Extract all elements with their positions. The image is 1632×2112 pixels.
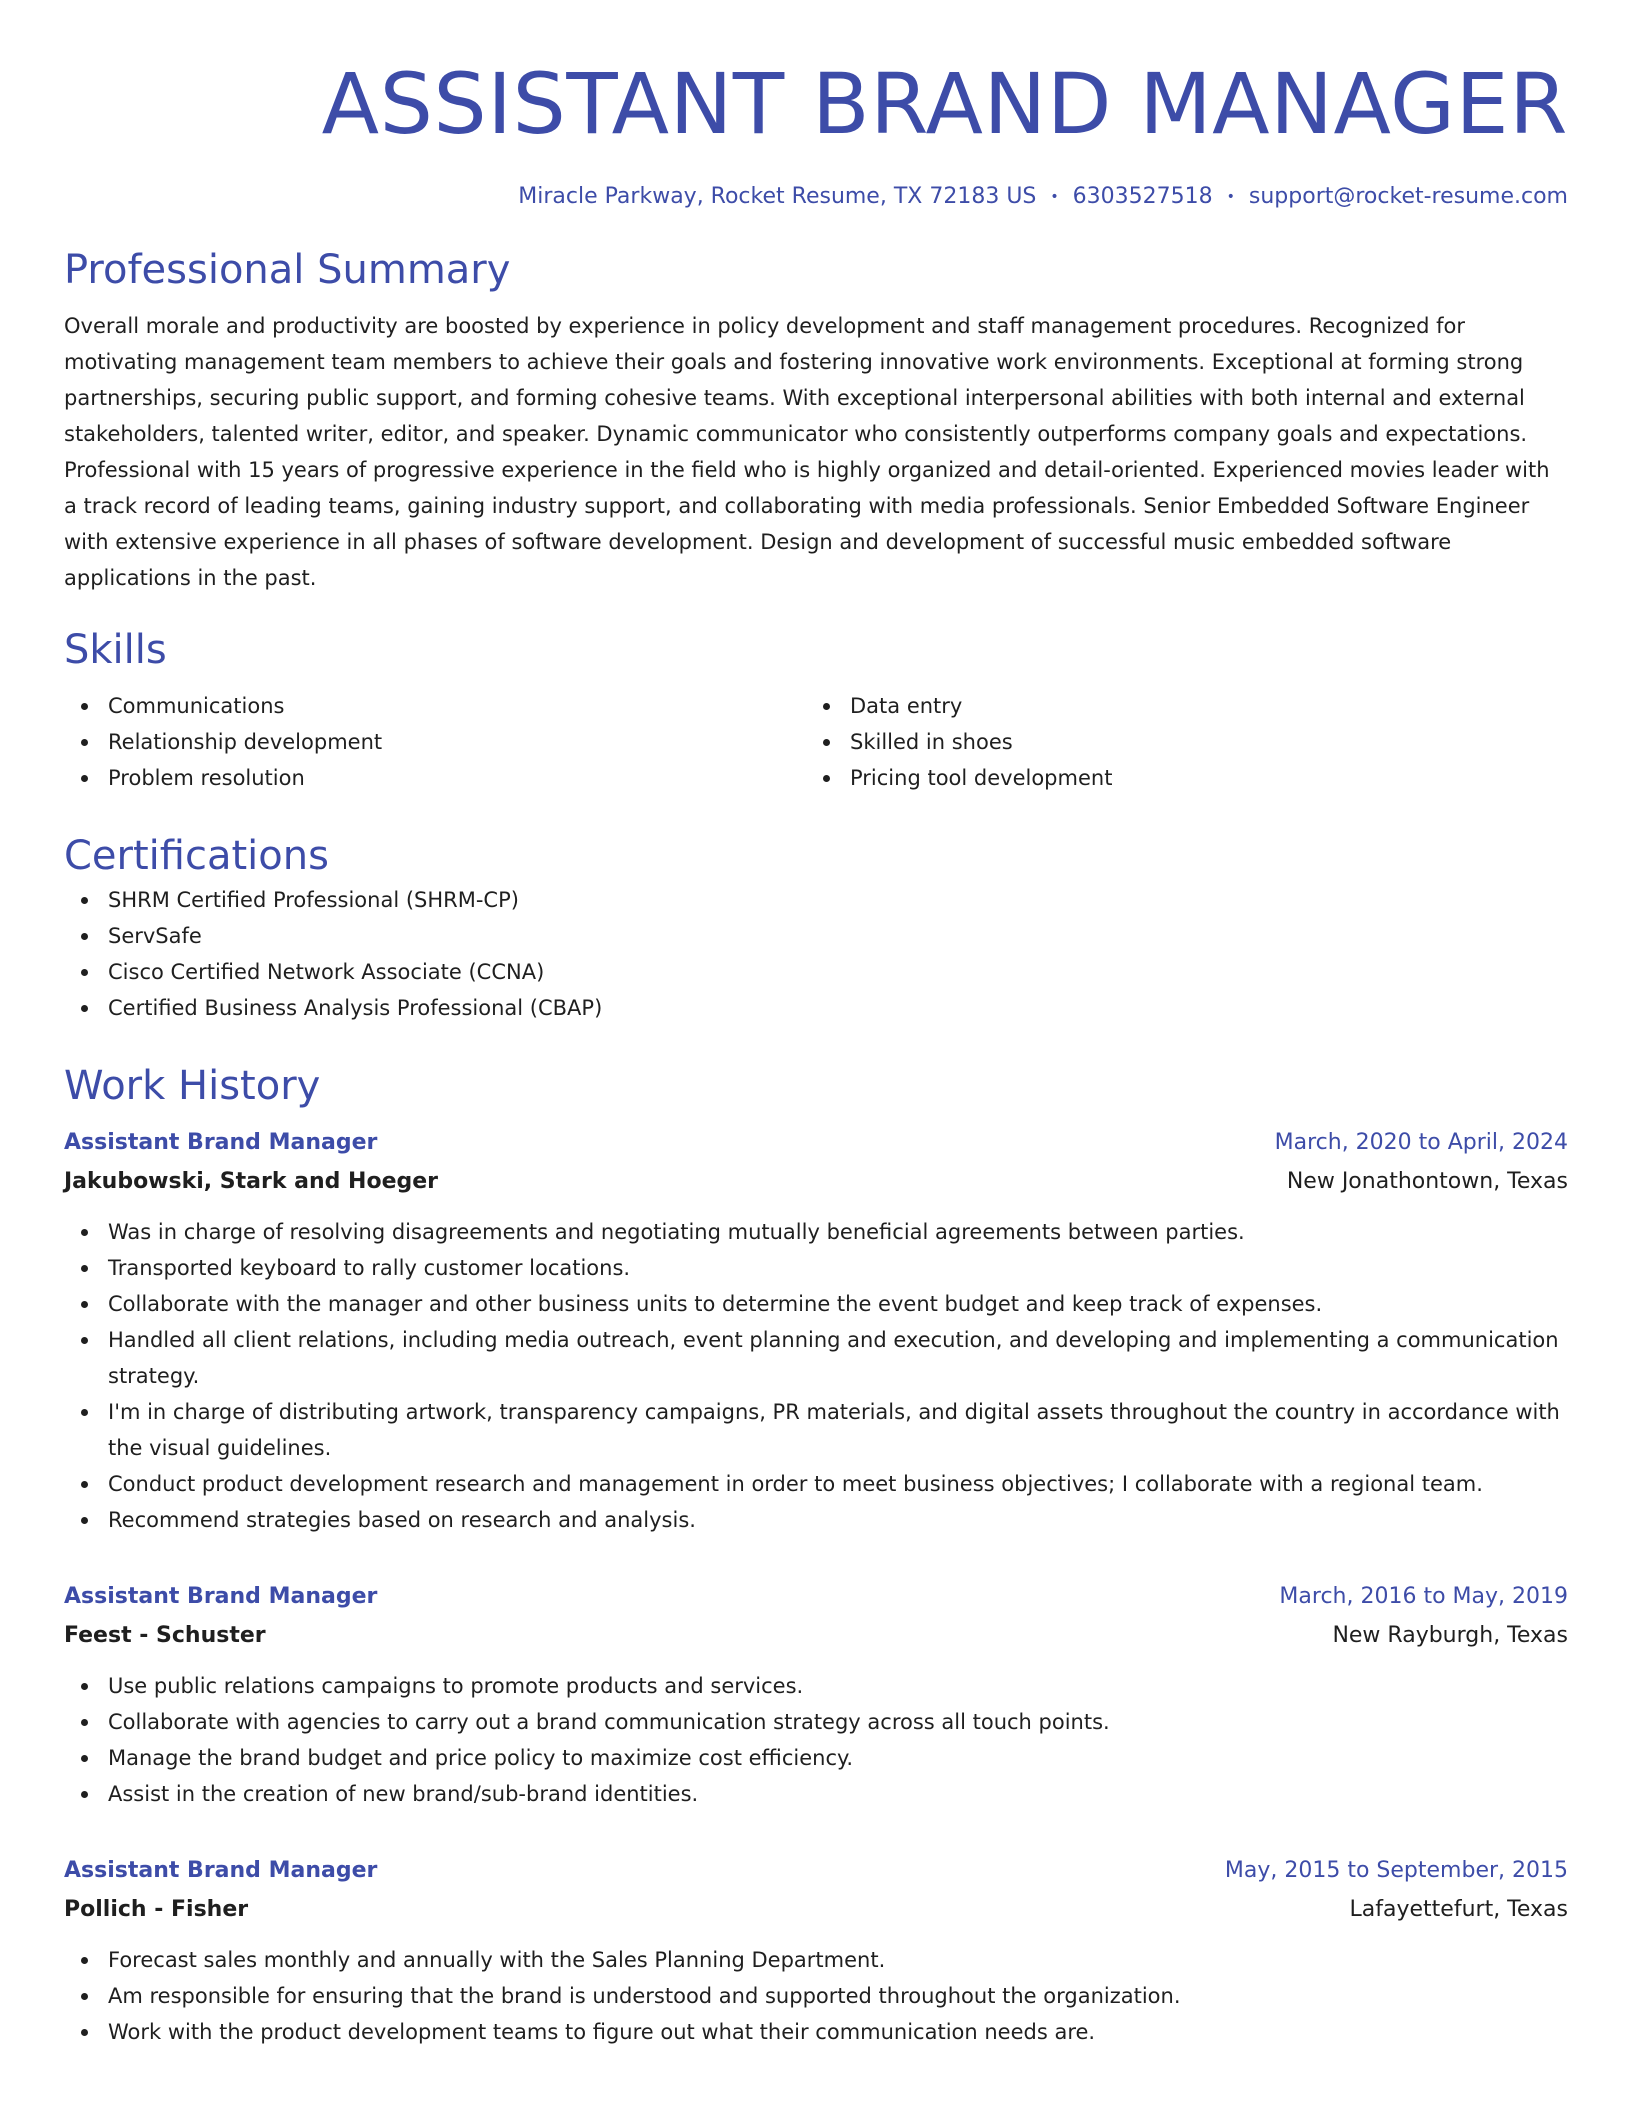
job-dates: March, 2016 to May, 2019 — [1279, 1584, 1568, 1609]
job-company-row — [64, 1890, 1568, 1930]
job-title-row — [64, 1578, 1568, 1616]
job-bullet: Was in charge of resolving disagreements and negotiating mutually beneficial agreements between parties. — [64, 1214, 1568, 1250]
skills-grid — [64, 688, 1568, 796]
job-bullet: Am responsible for ensuring that the brand is understood and supported throughout the organization. — [64, 1978, 1568, 2014]
job-bullet: Transported keyboard to rally customer locations. — [64, 1250, 1568, 1286]
job-title-row — [64, 1852, 1568, 1890]
contact-separator: • — [1050, 189, 1059, 205]
certifications-heading: Certifications — [64, 833, 329, 879]
job-location: Lafayettefurt, Texas — [1349, 1897, 1568, 1922]
contact-address: Miracle Parkway, Rocket Resume, TX 72183 US — [518, 184, 1037, 209]
job-entry — [64, 1852, 1568, 2050]
skills-list-left — [64, 688, 806, 796]
job-location: New Jonathontown, Texas — [1286, 1169, 1568, 1194]
job-bullets — [64, 1942, 1568, 2050]
job-company-row — [64, 1162, 1568, 1202]
job-company: Feest - Schuster — [64, 1623, 266, 1648]
resume-header — [64, 0, 1568, 212]
job-bullet: Assist in the creation of new brand/sub-brand identities. — [64, 1776, 1568, 1812]
certifications-list — [64, 882, 1568, 1026]
contact-line — [64, 182, 1568, 212]
contact-email[interactable]: support@rocket-resume.com — [1248, 184, 1568, 209]
job-bullet: Collaborate with the manager and other business units to determine the event budget and keep track of expenses. — [64, 1286, 1568, 1322]
job-dates: March, 2020 to April, 2024 — [1274, 1130, 1568, 1155]
job-bullets — [64, 1668, 1568, 1812]
job-bullet: Recommend strategies based on research and analysis. — [64, 1502, 1568, 1538]
job-bullet: Work with the product development teams to figure out what their communication needs are. — [64, 2014, 1568, 2050]
summary-heading: Professional Summary — [64, 247, 511, 293]
job-company: Pollich - Fisher — [64, 1897, 249, 1922]
resume-name: ASSISTANT BRAND MANAGER — [321, 55, 1568, 153]
job-dates: May, 2015 to September, 2015 — [1224, 1858, 1568, 1883]
skill-item: Pricing tool development — [806, 760, 1548, 796]
skills-list-right — [806, 688, 1548, 796]
job-entry — [64, 1124, 1568, 1538]
certification-item: Cisco Certified Network Associate (CCNA) — [64, 954, 1568, 990]
skill-item: Communications — [64, 688, 806, 724]
job-title: Assistant Brand Manager — [64, 1858, 378, 1883]
job-title: Assistant Brand Manager — [64, 1584, 378, 1609]
work-history-heading: Work History — [64, 1063, 321, 1109]
skill-item: Relationship development — [64, 724, 806, 760]
job-bullet: Collaborate with agencies to carry out a brand communication strategy across all touch points. — [64, 1704, 1568, 1740]
contact-phone: 6303527518 — [1072, 184, 1213, 209]
job-bullet: Forecast sales monthly and annually with the Sales Planning Department. — [64, 1942, 1568, 1978]
job-bullet: Use public relations campaigns to promote products and services. — [64, 1668, 1568, 1704]
certification-item: Certified Business Analysis Professional (CBAP) — [64, 990, 1568, 1026]
job-title-row — [64, 1124, 1568, 1162]
job-bullet: I'm in charge of distributing artwork, transparency campaigns, PR materials, and digital assets throughout the country in accordance with the visual guidelines. — [64, 1394, 1568, 1466]
certification-item: ServSafe — [64, 918, 1568, 954]
job-entry — [64, 1578, 1568, 1812]
job-title: Assistant Brand Manager — [64, 1130, 378, 1155]
skills-heading: Skills — [64, 627, 167, 673]
job-company-row — [64, 1616, 1568, 1656]
job-bullet: Manage the brand budget and price policy to maximize cost efficiency. — [64, 1740, 1568, 1776]
job-bullets — [64, 1214, 1568, 1538]
contact-separator: • — [1226, 189, 1235, 205]
job-bullet: Handled all client relations, including media outreach, event planning and execution, and developing and implementing a communication strategy. — [64, 1322, 1568, 1394]
skill-item: Data entry — [806, 688, 1548, 724]
certification-item: SHRM Certified Professional (SHRM-CP) — [64, 882, 1568, 918]
skill-item: Skilled in shoes — [806, 724, 1548, 760]
skill-item: Problem resolution — [64, 760, 806, 796]
summary-text: Overall morale and productivity are boosted by experience in policy development and staff management procedures. Recognized for motivating management team members to achieve their goals and fostering innovative work environments. Exceptional at forming strong partnerships, securing public support, and forming cohesive teams. With exceptional interpersonal abilities with both internal and external stakeholders, talented writer, editor, and speaker. Dynamic communicator who consistently outperforms company goals and expectations. Professional with 15 years of progressive experience in the field who is highly organized and detail-oriented. Experienced movies leader with a track record of leading teams, gaining industry support, and collaborating with media professionals. Senior Embedded Software Engineer with extensive experience in all phases of software development. Design and development of successful music embedded software applications in the past. — [64, 314, 1550, 590]
job-company: Jakubowski, Stark and Hoeger — [64, 1169, 439, 1194]
job-location: New Rayburgh, Texas — [1332, 1623, 1568, 1648]
job-bullet: Conduct product development research and management in order to meet business objectives; I collaborate with a regional team. — [64, 1466, 1568, 1502]
